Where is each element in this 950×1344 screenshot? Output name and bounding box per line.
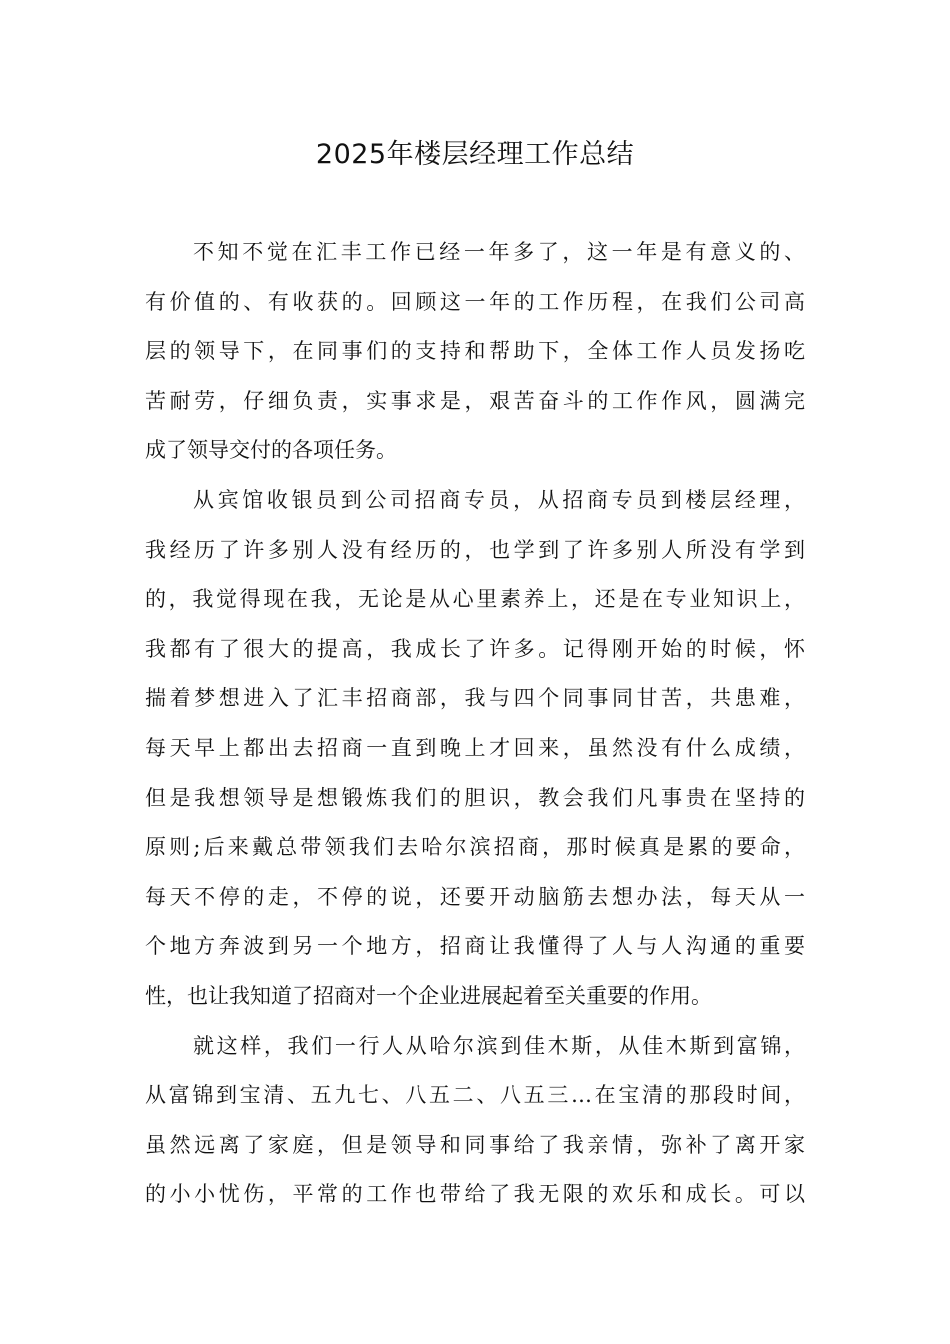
document-body xyxy=(145,234,805,1226)
text-line: 的，我觉得现在我，无论是从心里素养上，还是在专业知识上， xyxy=(145,587,805,612)
text-line: 虽然远离了家庭，但是领导和同事给了我亲情，弥补了离开家 xyxy=(145,1132,805,1157)
text-line: 从宾馆收银员到公司招商专员，从招商专员到楼层经理， xyxy=(193,487,805,512)
text-line: 性，也让我知道了招商对一个企业进展起着至关重要的作用。 xyxy=(145,983,712,1008)
text-line: 我经历了许多别人没有经历的，也学到了许多别人所没有学到 xyxy=(145,537,805,562)
text-line: 原则;后来戴总带领我们去哈尔滨招商，那时候真是累的要命， xyxy=(145,835,805,860)
text-line: 不知不觉在汇丰工作已经一年多了，这一年是有意义的、 xyxy=(193,240,805,264)
text-line: 每天不停的走，不停的说，还要开动脑筋去想办法，每天从一 xyxy=(145,884,805,909)
text-line: 但是我想领导是想锻炼我们的胆识，教会我们凡事贵在坚持的 xyxy=(145,785,805,810)
text-line: 成了领导交付的各项任务。 xyxy=(145,438,397,463)
text-line: 从富锦到宝清、五九七、八五二、八五三…在宝清的那段时间， xyxy=(145,1083,805,1108)
text-line: 我都有了很大的提高，我成长了许多。记得刚开始的时候，怀 xyxy=(145,636,805,661)
text-line: 就这样，我们一行人从哈尔滨到佳木斯，从佳木斯到富锦， xyxy=(193,1033,805,1058)
text-line: 层的领导下，在同事们的支持和帮助下，全体工作人员发扬吃 xyxy=(145,339,805,364)
text-line: 每天早上都出去招商一直到晚上才回来，虽然没有什么成绩， xyxy=(145,735,805,760)
text-line: 有价值的、有收获的。回顾这一年的工作历程，在我们公司高 xyxy=(145,289,805,314)
text-line: 个地方奔波到另一个地方，招商让我懂得了人与人沟通的重要 xyxy=(145,934,805,959)
text-line: 的小小忧伤，平常的工作也带给了我无限的欢乐和成长。可以 xyxy=(145,1182,805,1207)
text-line: 揣着梦想进入了汇丰招商部，我与四个同事同甘苦，共患难， xyxy=(145,686,805,711)
text-line: 苦耐劳，仔细负责，实事求是，艰苦奋斗的工作作风，圆满完 xyxy=(145,388,805,413)
document-title: 2025年楼层经理工作总结 xyxy=(315,139,635,170)
